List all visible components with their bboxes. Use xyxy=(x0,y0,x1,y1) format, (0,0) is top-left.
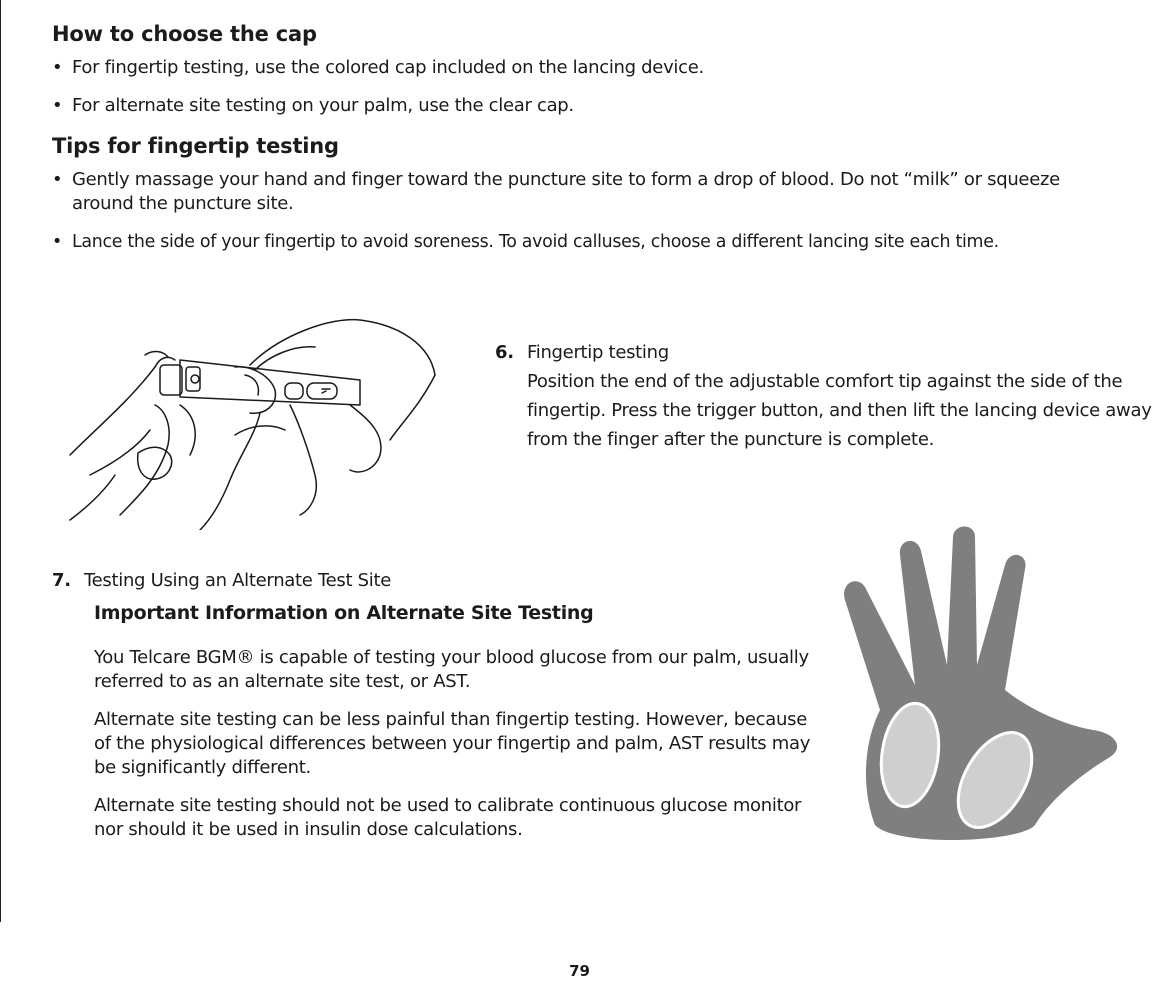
step-title: Fingertip testing xyxy=(527,342,669,363)
heading-choose-cap: How to choose the cap xyxy=(52,22,317,46)
hand-palm-icon xyxy=(835,525,1130,845)
paragraph: You Telcare BGM® is capable of testing your blood glucose from our palm, usually referred to as an alternate site test, or AST. xyxy=(94,647,809,692)
heading-fingertip-tips: Tips for fingertip testing xyxy=(52,134,339,158)
bullet-glyph: • xyxy=(52,232,62,252)
step-subheading: Important Information on Alternate Site Testing xyxy=(94,602,594,624)
list-item: • Gently massage your hand and finger toward the puncture site to form a drop of blood. Do not “milk” or squeeze around the puncture site. xyxy=(52,169,1060,214)
page-number: 79 xyxy=(569,962,590,980)
step-number: 6. xyxy=(495,342,514,363)
bullet-glyph: • xyxy=(52,95,63,116)
list-item: • For fingertip testing, use the colored cap included on the lancing device. xyxy=(52,57,704,78)
paragraph: Alternate site testing should not be used to calibrate continuous glucose monitor nor should it be used in insulin dose calculations. xyxy=(94,795,802,840)
bullet-glyph: • xyxy=(52,57,63,78)
step-number: 7. xyxy=(52,570,71,591)
paragraph: Alternate site testing can be less painful than fingertip testing. However, because of the physiological differences between your fingertip and palm, AST results may be significantly different. xyxy=(94,709,811,778)
bullet-glyph: • xyxy=(52,169,63,190)
list-item: • Lance the side of your fingertip to avoid soreness. To avoid calluses, choose a different lancing site each time. xyxy=(52,232,999,252)
left-margin-rule xyxy=(0,0,1,922)
step-6 xyxy=(495,338,1155,454)
lancing-device-icon xyxy=(60,305,460,530)
step-title: Testing Using an Alternate Test Site xyxy=(84,570,392,591)
step-body: Position the end of the adjustable comfort tip against the side of the fingertip. Press the trigger button, and then lift the lancing device away from the finger after the puncture is complete. xyxy=(527,371,1152,450)
list-item: • For alternate site testing on your palm, use the clear cap. xyxy=(52,95,574,116)
step-7 xyxy=(52,568,812,842)
